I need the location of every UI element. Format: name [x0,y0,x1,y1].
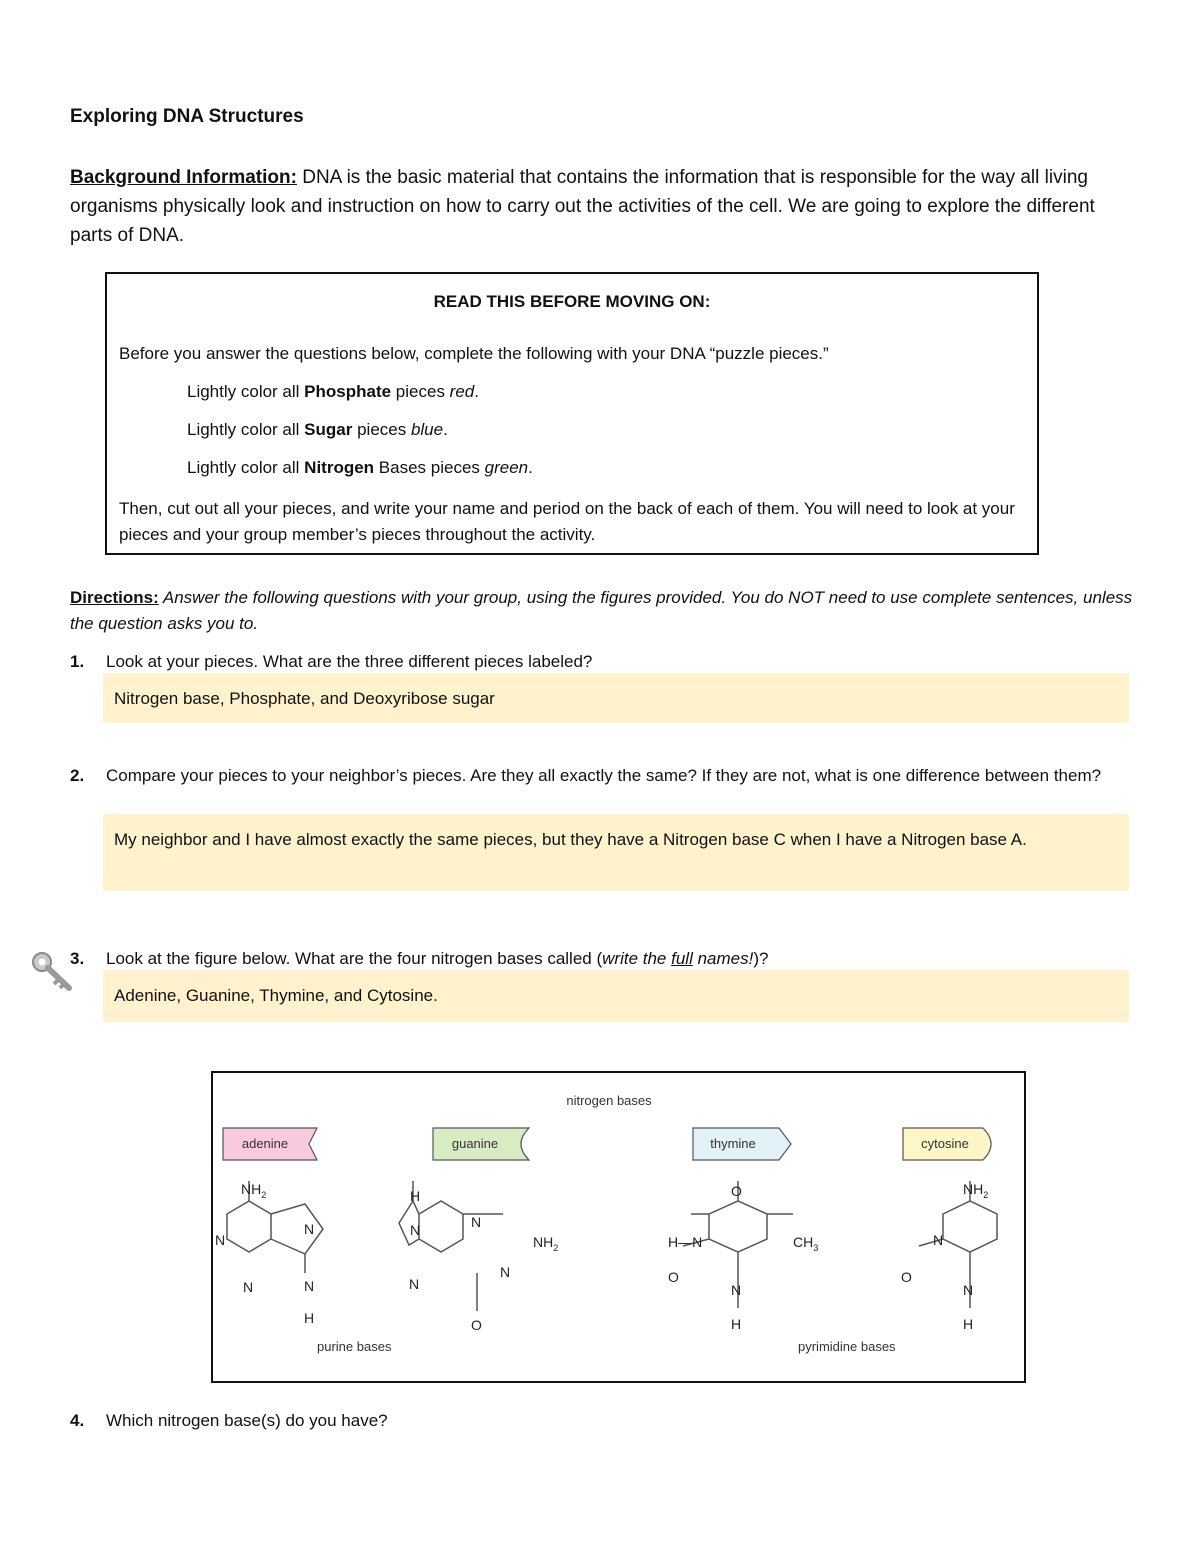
question-text: Look at your pieces. What are the three different pieces labeled? [106,652,593,671]
atom-label: H [731,1316,742,1332]
directions-paragraph [70,585,1135,637]
instructions-final: Then, cut out all your pieces, and write your name and period on the back of each of them. You will need to look at your pieces and your group member’s pieces throughout the activity. [119,499,1015,544]
nitrogen-bases-figure [211,1071,1026,1383]
question-number: 4. [70,1411,85,1430]
atom-label: H [963,1316,974,1332]
atom-label: O [731,1183,742,1199]
question-number: 3. [70,949,85,968]
instruction-item: Lightly color all Phosphate pieces red. [187,382,479,401]
atom-label: O [471,1317,482,1333]
atom-label: N [243,1279,254,1295]
question-4 [70,1408,1132,1434]
atom-label: N [963,1282,974,1298]
atom-label: H [304,1310,315,1326]
background-paragraph [70,163,1130,250]
atom-label: O [901,1269,912,1285]
background-label: Background Information: [70,167,297,188]
key-icon [30,950,74,994]
background-text: DNA is the basic material that contains the information that is responsible for the way all living organisms physically look and instruction on how to carry out the activities of the cell. We are going to explore the different parts of DNA. [70,167,1095,246]
question-text: Look at the figure below. What are the four nitrogen bases called (write the full names!)? [106,949,769,968]
atom-label: N [215,1232,226,1248]
question-2 [70,763,1132,789]
answer-2[interactable]: My neighbor and I have almost exactly the same pieces, but they have a Nitrogen base C when I have a Nitrogen base A. [103,814,1129,891]
atom-label: N [304,1221,315,1237]
atom-label: N [409,1276,420,1292]
directions-text: Answer the following questions with your group, using the figures provided. You do NOT need to use complete sentences, unless the question asks you to. [70,588,1133,633]
thymine-label: thymine [710,1136,756,1151]
atom-label: H—N [668,1234,703,1250]
question-text: Which nitrogen base(s) do you have? [106,1411,388,1430]
atom-label: $CH_3$ [793,1234,819,1253]
adenine-label: adenine [241,1136,289,1151]
atom-label: N [410,1222,421,1238]
guanine-label: guanine [451,1136,499,1151]
atom-label: H [410,1188,421,1204]
atom-label: N [500,1264,511,1280]
atom-label: N [731,1282,742,1298]
instructions-heading: READ THIS BEFORE MOVING ON: [433,292,711,311]
question-text: Compare your pieces to your neighbor’s pieces. Are they all exactly the same? If they are not, what is one difference between them? [106,766,1102,785]
directions-label: Directions: [70,588,159,607]
atom-label: N [933,1232,944,1248]
question-1 [70,649,1132,675]
answer-3[interactable]: Adenine, Guanine, Thymine, and Cytosine. [103,970,1129,1022]
atom-label: $NH_2$ [241,1181,267,1200]
instruction-item: Lightly color all Sugar pieces blue. [187,420,448,439]
pyrimidine-bases-label: pyrimidine bases [798,1339,896,1354]
nitrogen-bases-diagram [213,1073,1024,1381]
atom-label: $NH_2$ [533,1234,559,1253]
page-title: Exploring DNA Structures [70,106,304,127]
question-3 [70,946,1132,972]
atom-label: $NH_2$ [963,1181,989,1200]
atom-label: O [668,1269,679,1285]
answer-1[interactable]: Nitrogen base, Phosphate, and Deoxyribose sugar [103,673,1129,723]
instructions-box [105,272,1039,555]
instruction-item: Lightly color all Nitrogen Bases pieces green. [187,458,533,477]
question-number: 1. [70,652,85,671]
question-number: 2. [70,766,85,785]
atom-label: N [304,1278,315,1294]
purine-bases-label: purine bases [317,1339,392,1354]
instructions-intro: Before you answer the questions below, complete the following with your DNA “puzzle pieces.” [119,344,829,363]
cytosine-label: cytosine [921,1136,969,1151]
figure-title: nitrogen bases [566,1093,652,1108]
atom-label: N [471,1214,482,1230]
